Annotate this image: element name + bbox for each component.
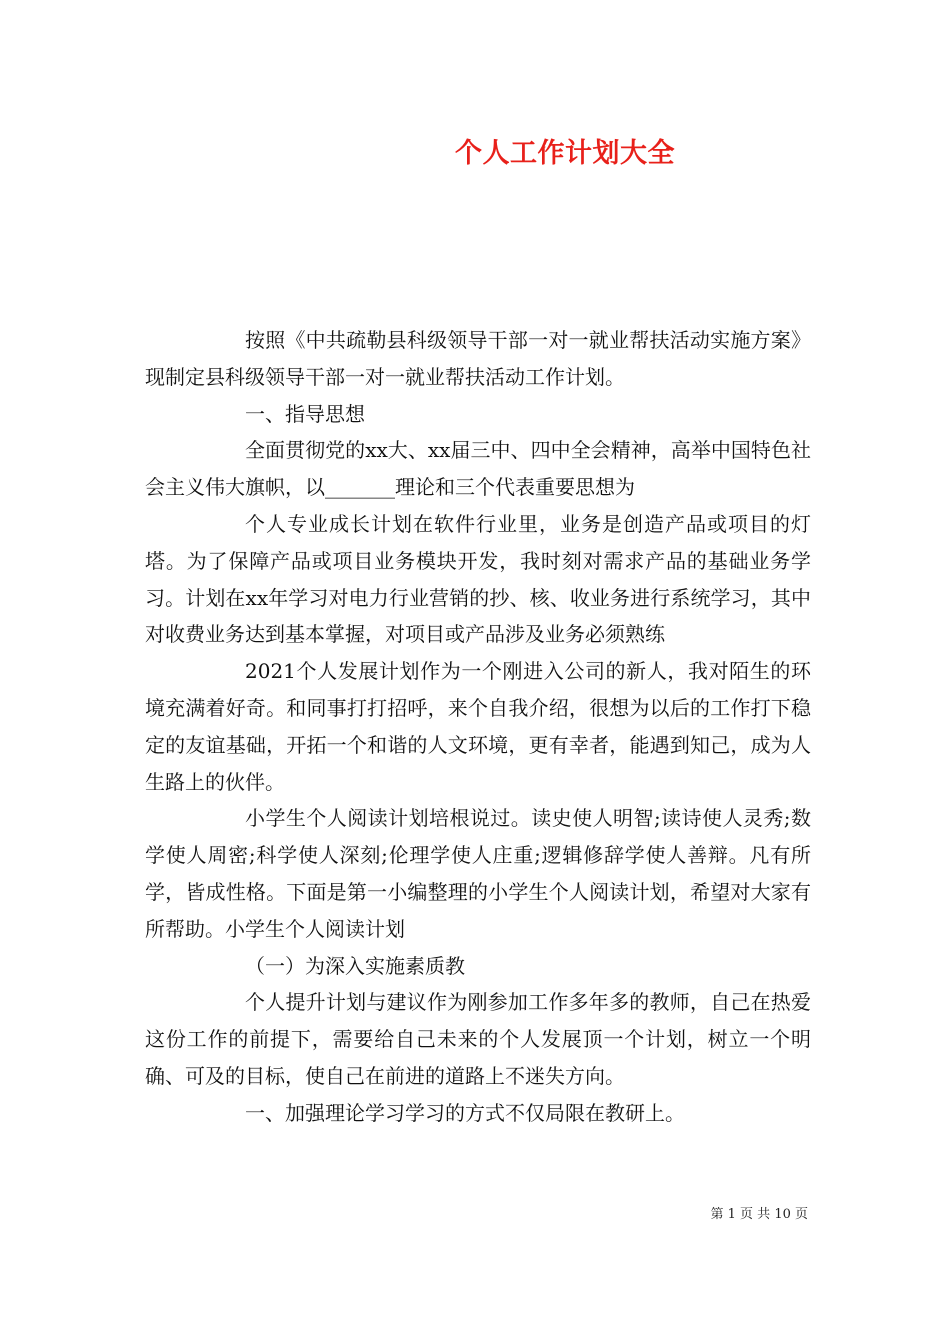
document-body <box>145 322 811 1132</box>
paragraph-guiding-thought: 全面贯彻党的xx大、xx届三中、四中全会精神，高举中国特色社会主义伟大旗帜，以_______理论和三个代表重要思想为 <box>145 438 811 500</box>
paragraph-personal-development: 2021个人发展计划作为一个刚进入公司的新人，我对陌生的环境充满着好奇。和同事打打招呼，来个自我介绍，很想为以后的工作打下稳定的友谊基础，开拓一个和谐的人文环境，更有幸者，能遇到知己，成为人生路上的伙伴。 <box>145 659 811 794</box>
paragraph-reading-plan: 小学生个人阅读计划培根说过。读史使人明智;读诗使人灵秀;数学使人周密;科学使人深刻;伦理学使人庄重;逻辑修辞学使人善辩。凡有所学，皆成性格。下面是第一小编整理的小学生个人阅读计划，希望对大家有所帮助。小学生个人阅读计划 <box>145 806 811 941</box>
section-heading-guiding-thought: 一、指导思想 <box>245 401 365 426</box>
paragraph-professional-growth: 个人专业成长计划在软件行业里，业务是创造产品或项目的灯塔。为了保障产品或项目业务模块开发，我时刻对需求产品的基础业务学习。计划在xx年学习对电力行业营销的抄、核、收业务进行系统学习，其中对收费业务达到基本掌握，对项目或产品涉及业务必须熟练 <box>145 511 811 647</box>
section-heading-theory-study: 一、加强理论学习学习的方式不仅局限在教研上。 <box>245 1100 685 1125</box>
section-heading-quality-education: （一）为深入实施素质教 <box>245 953 465 978</box>
paragraph-intro: 按照《中共疏勒县科级领导干部一对一就业帮扶活动实施方案》现制定县科级领导干部一对一就业帮扶活动工作计划。 <box>145 328 811 389</box>
paragraph-improvement-plan: 个人提升计划与建议作为刚参加工作多年多的教师，自己在热爱这份工作的前提下，需要给自己未来的个人发展顶一个计划，树立一个明确、可及的目标，使自己在前进的道路上不迷失方向。 <box>145 990 811 1088</box>
document-title: 个人工作计划大全 <box>455 138 675 169</box>
page-number-footer: 第 1 页 共 10 页 <box>710 1207 808 1222</box>
